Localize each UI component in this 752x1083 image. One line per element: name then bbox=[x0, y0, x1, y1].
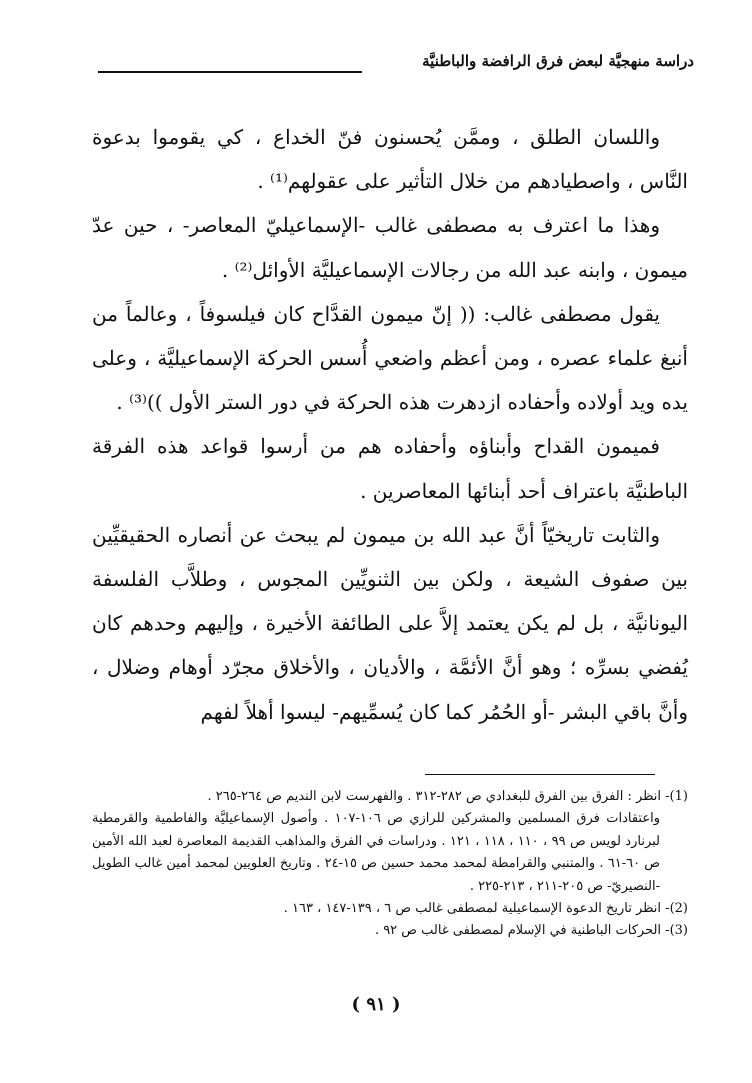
header-rule bbox=[98, 71, 362, 73]
page-number: ( ٩١ ) bbox=[351, 994, 401, 1015]
footnote: (1)- انظر : الفرق بين الفرق للبغدادي ص ٢٨٢-٣١٢ . والفهرست لابن النديم ص ٢٦٤-٢٦٥ . bbox=[207, 789, 688, 804]
paragraph: والثابت تاريخيّاً أنَّ عبد الله بن ميمون لم يبحث عن أنصاره الحقيقيِّين بين صفوف الشيعة ، ولكن بين الثنويِّين المجوس ، وطلاَّب الفلسفة اليونانيَّة ، بل لم يكن يعتمد إلاَّ على الطائفة الأخيرة ، وإليهم وحدهم كان يُفضي بسرِّه ؛ وهو أنَّ الأئمَّة ، والأديان ، والأخلاق مجرّد أوهام وضلال ، وأنَّ باقي البشر -أو الحُمُر كما كان يُسمِّيهم- ليسوا أهلاً لفهم bbox=[92, 522, 688, 724]
footnote-continuation: واعتقادات فرق المسلمين والمشركين للرازي ص ١٠٦-١٠٧ . وأصول الإسماعيليَّة والفاطمية والقرمطية لبرنارد لويس ص ٩٩ ، ١١٠ ، ١١٨ ، ١٢١ . ودراسات في الفرق والمذاهب القديمة المعاصرة لعبد الله الأمين ص ٦٠-٦١ . والمتنبي والقرامطة لمحمد محمد حسين ص ١٥-٢٤ . وتاريخ العلويين لمحمد أمين غالب الطويل -النصيريّ- ص ٢٠٥-٢١١ ، ٢١٣-٢٢٥ . bbox=[92, 811, 661, 894]
footnote: (3)- الحركات الباطنية في الإسلام لمصطفى غالب ص ٩٢ . bbox=[374, 923, 688, 939]
footnotes bbox=[92, 786, 688, 943]
footnote-separator bbox=[425, 774, 655, 775]
paragraph: وهذا ما اعترف به مصطفى غالب -الإسماعيليّ المعاصر- ، حين عدّ ميمون ، وابنه عبد الله من رجالات الإسماعيليَّة الأوائل⁽²⁾ . bbox=[92, 213, 688, 282]
body-text bbox=[92, 115, 688, 734]
paragraph: يقول مصطفى غالب: (( إنّ ميمون القدَّاح كان فيلسوفاً ، وعالماً من أنبغ علماء عصره ، ومن أعظم واضعي أُسس الحركة الإسماعيليَّة ، وعلى يده ويد أولاده وأحفاده ازدهرت هذه الحركة في دور الستر الأول ))⁽³⁾ . bbox=[92, 301, 688, 415]
running-header: دراسة منهجيَّة لبعض فرق الرافضة والباطنيَّة bbox=[422, 52, 694, 70]
paragraph: واللسان الطلق ، وممَّن يُحسنون فنّ الخداع ، كي يقوموا بدعوة النَّاس ، واصطيادهم من خلال التأثير على عقولهم⁽¹⁾ . bbox=[92, 125, 688, 194]
footnote: (2)- انظر تاريخ الدعوة الإسماعيلية لمصطفى غالب ص ٦ ، ١٣٩-١٤٧ ، ١٦٣ . bbox=[283, 901, 688, 917]
paragraph: فميمون القداح وأبناؤه وأحفاده هم من أرسوا قواعد هذه الفرقة الباطنيَّة باعتراف أحد أبنائها المعاصرين . bbox=[92, 434, 688, 503]
